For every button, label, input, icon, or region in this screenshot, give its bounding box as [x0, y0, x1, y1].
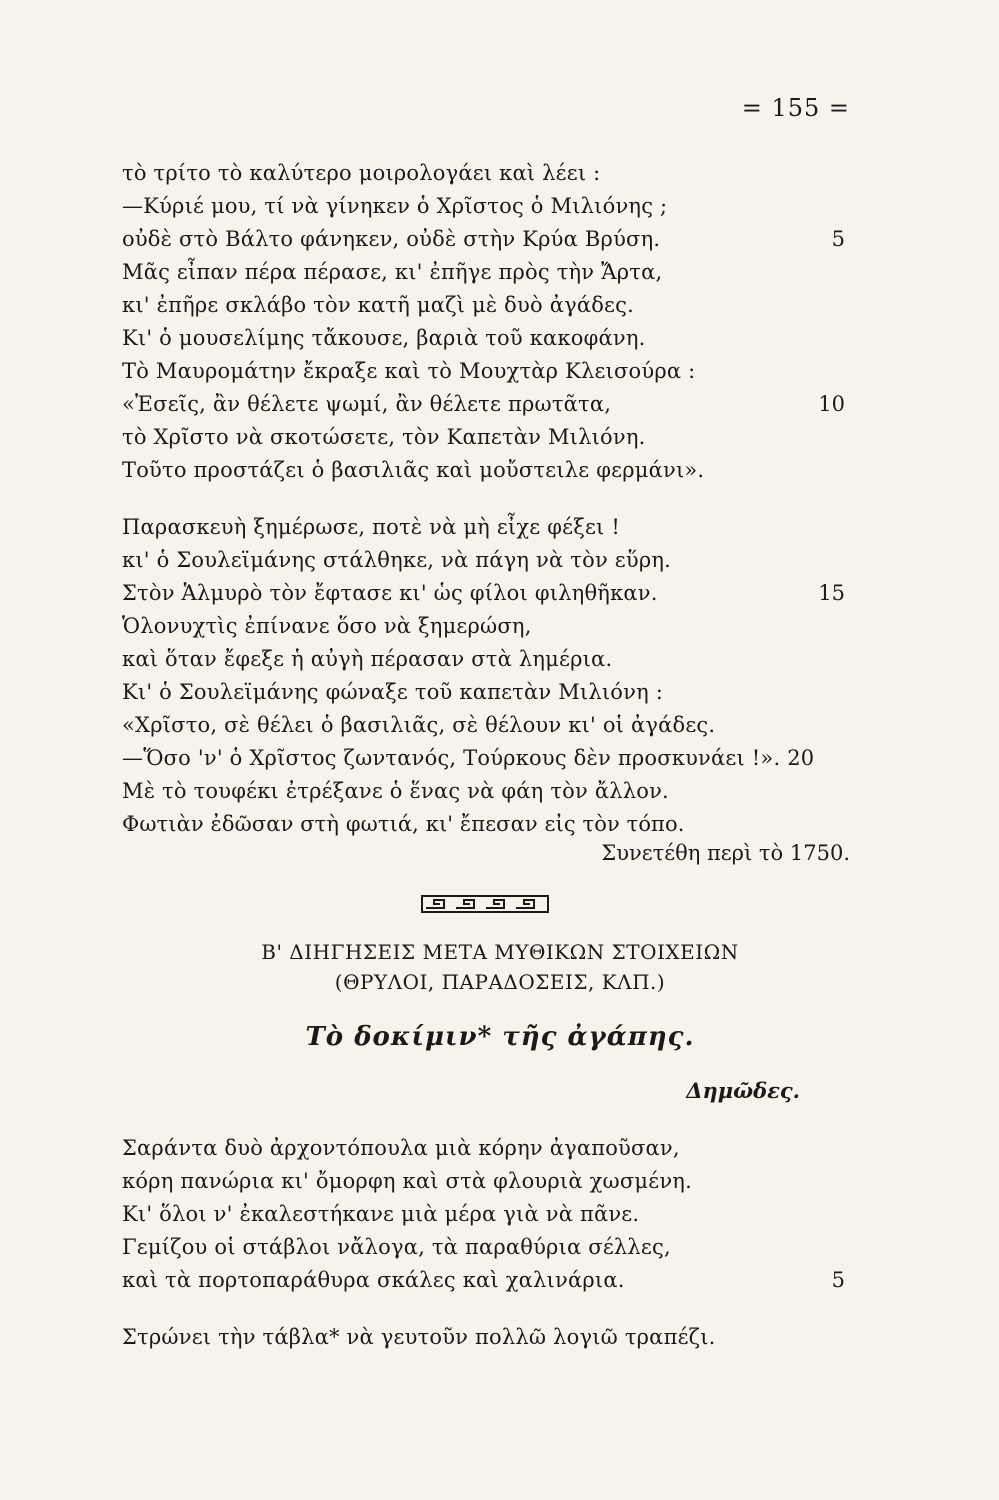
- line-number: 5: [831, 227, 845, 251]
- section-heading: Β' ΔΙΗΓΗΣΕΙΣ ΜΕΤΑ ΜΥΘΙΚΩΝ ΣΤΟΙΧΕΙΩΝ: [261, 940, 739, 964]
- poem-line: οὐδὲ στὸ Βάλτο φάνηκεν, οὐδὲ στὴν Κρύα Βρύση.: [122, 227, 661, 251]
- poem-genre: Δημῶδες.: [686, 1078, 800, 1103]
- poem-line: —Κύριέ μου, τί νὰ γίνηκεν ὁ Χρῖστος ὁ Μιλιόνης ;: [122, 194, 668, 218]
- poem-line: «Χρῖστο, σὲ θέλει ὁ βασιλιᾶς, σὲ θέλουν κι' οἱ ἀγάδες.: [122, 713, 716, 737]
- poem-line: —Ὅσο 'ν' ὁ Χρῖστος ζωντανός, Τούρκους δὲν προσκυνάει !». 20: [122, 746, 815, 770]
- poem-line: καὶ τὰ πορτοπαράθυρα σκάλες καὶ χαλινάρια.: [122, 1268, 625, 1292]
- poem-line: καὶ ὅταν ἔφεξε ἡ αὐγὴ πέρασαν στὰ λημέρια.: [122, 647, 613, 671]
- poem-line: Γεμίζου οἱ στάβλοι νἄλογα, τὰ παραθύρια σέλλες,: [122, 1235, 671, 1259]
- poem-line: Στὸν Ἁλμυρὸ τὸν ἔφτασε κι' ὡς φίλοι φιληθῆκαν.: [122, 581, 658, 605]
- poem-line: τὸ τρίτο τὸ καλύτερο μοιρολογάει καὶ λέει :: [122, 161, 601, 185]
- poem-line: κι' ὁ Σουλεϊμάνης στάλθηκε, νὰ πάγη νὰ τὸν εὕρη.: [122, 548, 672, 572]
- ornament-divider-icon: [420, 893, 550, 915]
- poem-line: Μὲ τὸ τουφέκι ἐτρέξανε ὁ ἕνας νὰ φάη τὸν ἄλλον.: [122, 779, 669, 803]
- poem-line: Σαράντα δυὸ ἀρχοντόπουλα μιὰ κόρην ἀγαποῦσαν,: [122, 1136, 680, 1160]
- poem-line: τὸ Χρῖστο νὰ σκοτώσετε, τὸν Καπετὰν Μιλιόνη.: [122, 425, 646, 449]
- page-number: = 155 =: [741, 94, 850, 122]
- poem-line: Κι' ὁ Σουλεϊμάνης φώναξε τοῦ καπετὰν Μιλιόνη :: [122, 680, 664, 704]
- poem-line: Κι' ὁ μουσελίμης τἄκουσε, βαριὰ τοῦ κακοφάνη.: [122, 326, 646, 350]
- poem-title: Τὸ δοκίμιν* τῆς ἀγάπης.: [305, 1022, 695, 1052]
- poem-line: Τὸ Μαυρομάτην ἔκραξε καὶ τὸ Μουχτὰρ Κλεισούρα :: [122, 359, 696, 383]
- section-subheading: (ΘΡΥΛΟΙ, ΠΑΡΑΔΟΣΕΙΣ, ΚΛΠ.): [334, 970, 666, 994]
- poem-line: Στρώνει τὴν τάβλα* νὰ γευτοῦν πολλῶ λογιῶ τραπέζι.: [122, 1325, 716, 1349]
- poem-line: Παρασκευὴ ξημέρωσε, ποτὲ νὰ μὴ εἶχε φέξει !: [122, 515, 620, 539]
- line-number: 10: [818, 392, 845, 416]
- poem-line: κι' ἐπῆρε σκλάβο τὸν κατῆ μαζὶ μὲ δυὸ ἀγάδες.: [122, 293, 634, 317]
- poem-line: Τοῦτο προστάζει ὁ βασιλιᾶς καὶ μοὔστειλε φερμάνι».: [122, 458, 705, 482]
- poem-line: κόρη πανώρια κι' ὄμορφη καὶ στὰ φλουριὰ χωσμένη.: [122, 1169, 692, 1193]
- poem-line: Ὁλονυχτὶς ἐπίνανε ὅσο νὰ ξημερώση,: [122, 614, 532, 638]
- line-number: 15: [818, 581, 845, 605]
- poem-line: Μᾶς εἶπαν πέρα πέρασε, κι' ἐπῆγε πρὸς τὴν Ἄρτα,: [122, 260, 663, 284]
- line-number: 5: [831, 1268, 845, 1292]
- poem-line: Φωτιὰν ἐδῶσαν στὴ φωτιά, κι' ἔπεσαν εἰς τὸν τόπο.: [122, 812, 685, 836]
- poem-line: Κι' ὅλοι ν' ἐκαλεστήκανε μιὰ μέρα γιὰ νὰ πᾶνε.: [122, 1202, 640, 1226]
- poem-line: «Ἐσεῖς, ἂν θέλετε ψωμί, ἂν θέλετε πρωτᾶτα,: [122, 392, 612, 416]
- composition-date: Συνετέθη περὶ τὸ 1750.: [601, 841, 850, 865]
